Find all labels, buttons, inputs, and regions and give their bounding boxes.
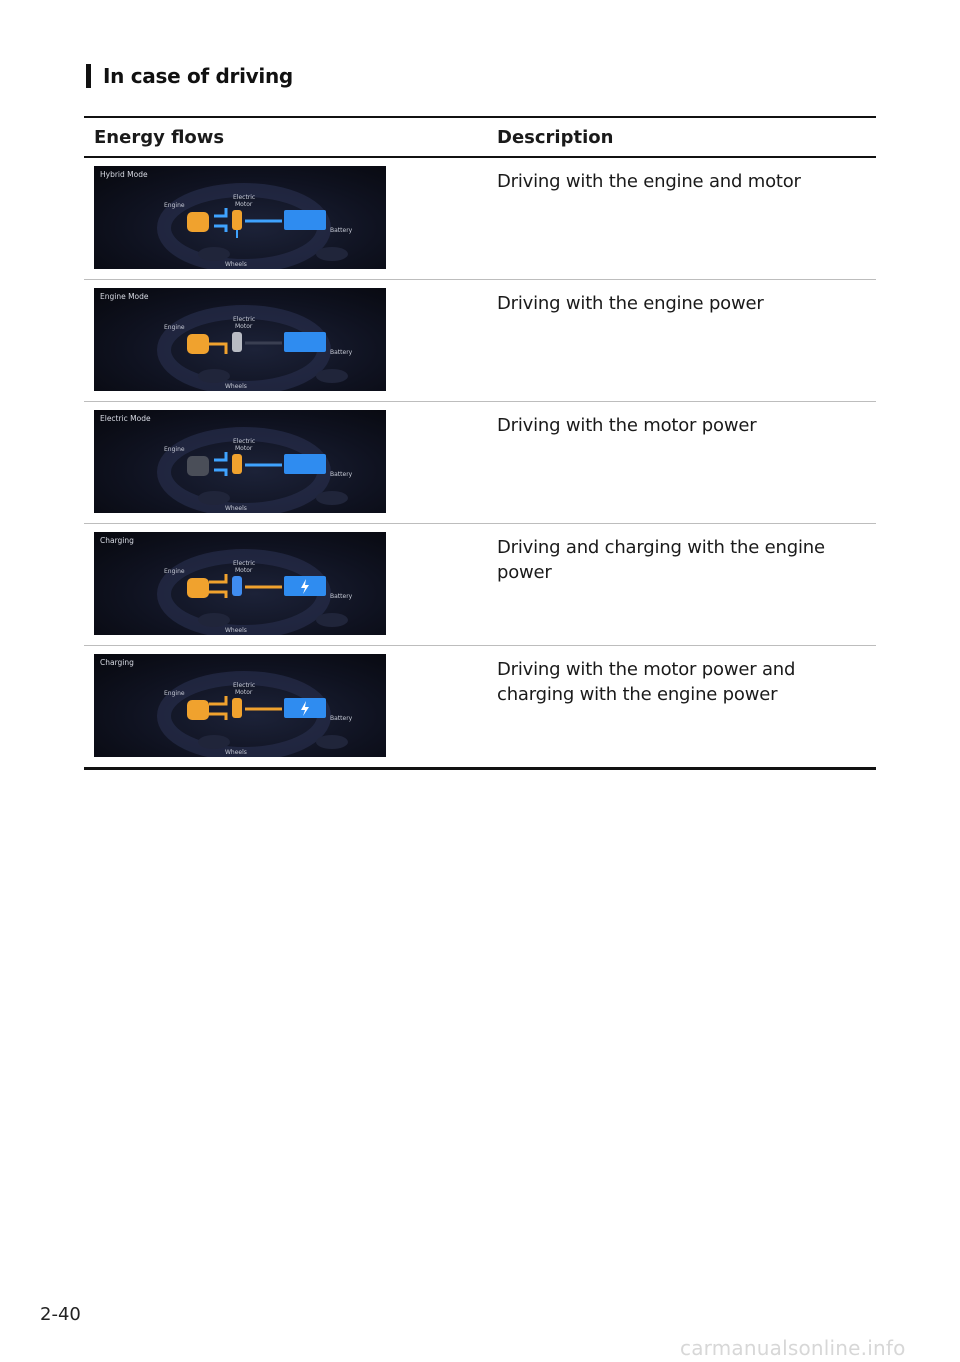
- mode-label: Charging: [100, 536, 134, 545]
- row-description: Driving with the engine power: [497, 293, 764, 314]
- motor-label: Motor: [235, 201, 253, 208]
- table-row: [84, 158, 876, 280]
- electric-label: Electric: [233, 194, 256, 201]
- energy-flow-diagram: [94, 410, 386, 513]
- table-row: [84, 646, 876, 767]
- mode-label: Engine Mode: [100, 292, 149, 301]
- wheels-label: Wheels: [225, 261, 247, 268]
- mode-label: Charging: [100, 658, 134, 667]
- battery-label: Battery: [330, 715, 353, 722]
- electric-label: Electric: [233, 560, 256, 567]
- energy-flow-diagram: [94, 532, 386, 635]
- wheels-label: Wheels: [225, 749, 247, 756]
- heading-bar: [86, 64, 91, 88]
- wheels-label: Wheels: [225, 627, 247, 634]
- energy-flow-table: [84, 116, 876, 770]
- section-title: In case of driving: [103, 64, 293, 88]
- battery-label: Battery: [330, 471, 353, 478]
- energy-flow-screen-engine: [94, 288, 386, 391]
- motor-label: Motor: [235, 323, 253, 330]
- energy-flow-screen-hybrid: [94, 166, 386, 269]
- row-description: Driving with the motor power: [497, 415, 757, 436]
- row-description: Driving with the engine and motor: [497, 171, 801, 192]
- motor-label: Motor: [235, 445, 253, 452]
- energy-flow-screen-charging-motor: [94, 654, 386, 757]
- battery-label: Battery: [330, 593, 353, 600]
- table-row: [84, 524, 876, 646]
- energy-flow-diagram: [94, 166, 386, 269]
- energy-flow-screen-charging-engine: [94, 532, 386, 635]
- motor-label: Motor: [235, 567, 253, 574]
- wheels-label: Wheels: [225, 383, 247, 390]
- table-row: [84, 280, 876, 402]
- electric-label: Electric: [233, 438, 256, 445]
- row-description: Driving with the motor power and charging with the engine power: [497, 659, 796, 705]
- table-header: [84, 118, 876, 158]
- engine-label: Engine: [164, 202, 185, 209]
- energy-flow-diagram: [94, 654, 386, 757]
- engine-label: Engine: [164, 324, 185, 331]
- battery-label: Battery: [330, 227, 353, 234]
- row-description: Driving and charging with the engine power: [497, 537, 825, 583]
- header-energy-flows: Energy flows: [94, 126, 225, 148]
- wheels-label: Wheels: [225, 505, 247, 512]
- header-description: Description: [497, 126, 614, 148]
- energy-flow-diagram: [94, 288, 386, 391]
- section-heading: [86, 62, 293, 90]
- mode-label: Hybrid Mode: [100, 170, 148, 179]
- motor-label: Motor: [235, 689, 253, 696]
- electric-label: Electric: [233, 316, 256, 323]
- page-number: 2-40: [40, 1304, 81, 1325]
- engine-label: Engine: [164, 690, 185, 697]
- mode-label: Electric Mode: [100, 414, 151, 423]
- watermark-link[interactable]: carmanualsonline.info: [680, 1336, 906, 1360]
- table-row: [84, 402, 876, 524]
- engine-label: Engine: [164, 568, 185, 575]
- engine-label: Engine: [164, 446, 185, 453]
- electric-label: Electric: [233, 682, 256, 689]
- energy-flow-screen-electric: [94, 410, 386, 513]
- battery-label: Battery: [330, 349, 353, 356]
